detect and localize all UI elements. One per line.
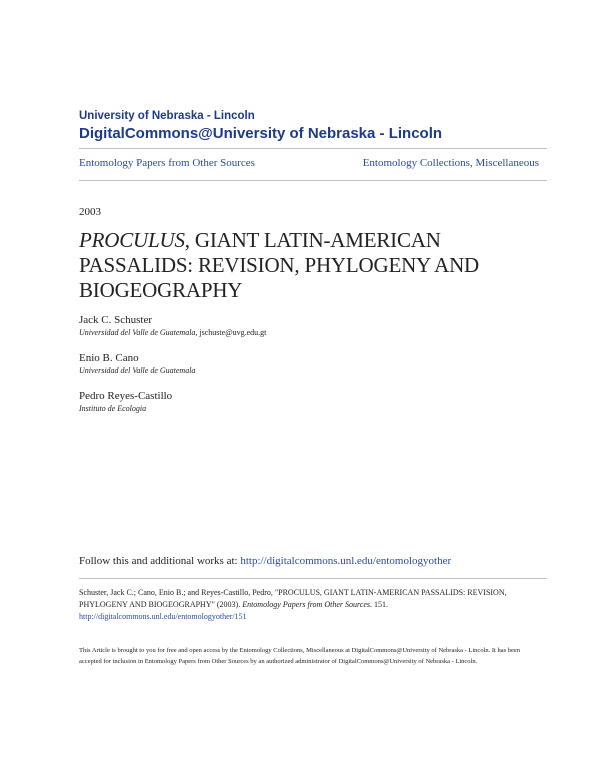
- author-name: Pedro Reyes-Castillo: [79, 390, 173, 402]
- author-affiliation: [79, 327, 539, 338]
- article-title: [79, 228, 549, 303]
- title-line1-rest: , GIANT LATIN-AMERICAN: [184, 228, 441, 252]
- article-url-link[interactable]: http://digitalcommons.unl.edu/entomologyother/151: [79, 612, 247, 621]
- institution-link[interactable]: University of Nebraska - Lincoln: [79, 110, 255, 122]
- title-line3: BIOGEOGRAPHY: [79, 278, 243, 302]
- follow-label: Follow this and additional works at:: [79, 555, 241, 567]
- follow-line: [79, 555, 451, 567]
- author-affiliation: Universidad del Valle de Guatemala: [79, 366, 196, 375]
- citation-divider: [79, 578, 547, 579]
- author-email: , jschuste@uvg.edu.gt: [195, 328, 267, 337]
- author-block: [79, 351, 539, 376]
- author-name: Enio B. Cano: [79, 352, 139, 364]
- publication-year: 2003: [79, 206, 101, 218]
- affiliation-text: Universidad del Valle de Guatemala: [79, 328, 196, 337]
- title-italic-part: PROCULUS: [79, 228, 185, 252]
- title-line2: PASSALIDS: REVISION, PHYLOGENY AND: [79, 253, 480, 277]
- nav-divider: [79, 180, 547, 181]
- access-notice: This Article is brought to you for free and open access by the Entomology Collections, Miscellaneous at DigitalCommons@University of Nebraska - Lincoln. It has been accepted for inclusion in Entomology Papers from Other Sources by an authorized administrator of DigitalCommons@University of Nebraska - Lincoln.: [79, 647, 521, 665]
- author-block: [79, 313, 539, 338]
- top-divider: [79, 148, 547, 149]
- collection-url-link[interactable]: http://digitalcommons.unl.edu/entomologyother: [240, 555, 452, 567]
- citation-text: Schuster, Jack C.; Cano, Enio B.; and Reyes-Castillo, Pedro, "PROCULUS, GIANT LATIN-AMERICAN PASSALIDS: REVISION, PHYLOGENY AND BIOGEOGRAPHY" (2003).: [79, 588, 507, 609]
- institution-header: [79, 110, 549, 143]
- collection-link[interactable]: Entomology Papers from Other Sources: [79, 157, 255, 169]
- repository-link[interactable]: DigitalCommons@University of Nebraska - Lincoln: [79, 125, 443, 142]
- author-block: [79, 389, 539, 414]
- author-name: Jack C. Schuster: [79, 314, 153, 326]
- citation-block: [79, 587, 541, 623]
- citation-suffix: . 151.: [370, 600, 389, 609]
- author-affiliation: Instituto de Ecologia: [79, 404, 147, 413]
- parent-collection-link[interactable]: Entomology Collections, Miscellaneous: [362, 157, 539, 169]
- citation-journal: Entomology Papers from Other Sources: [242, 600, 371, 609]
